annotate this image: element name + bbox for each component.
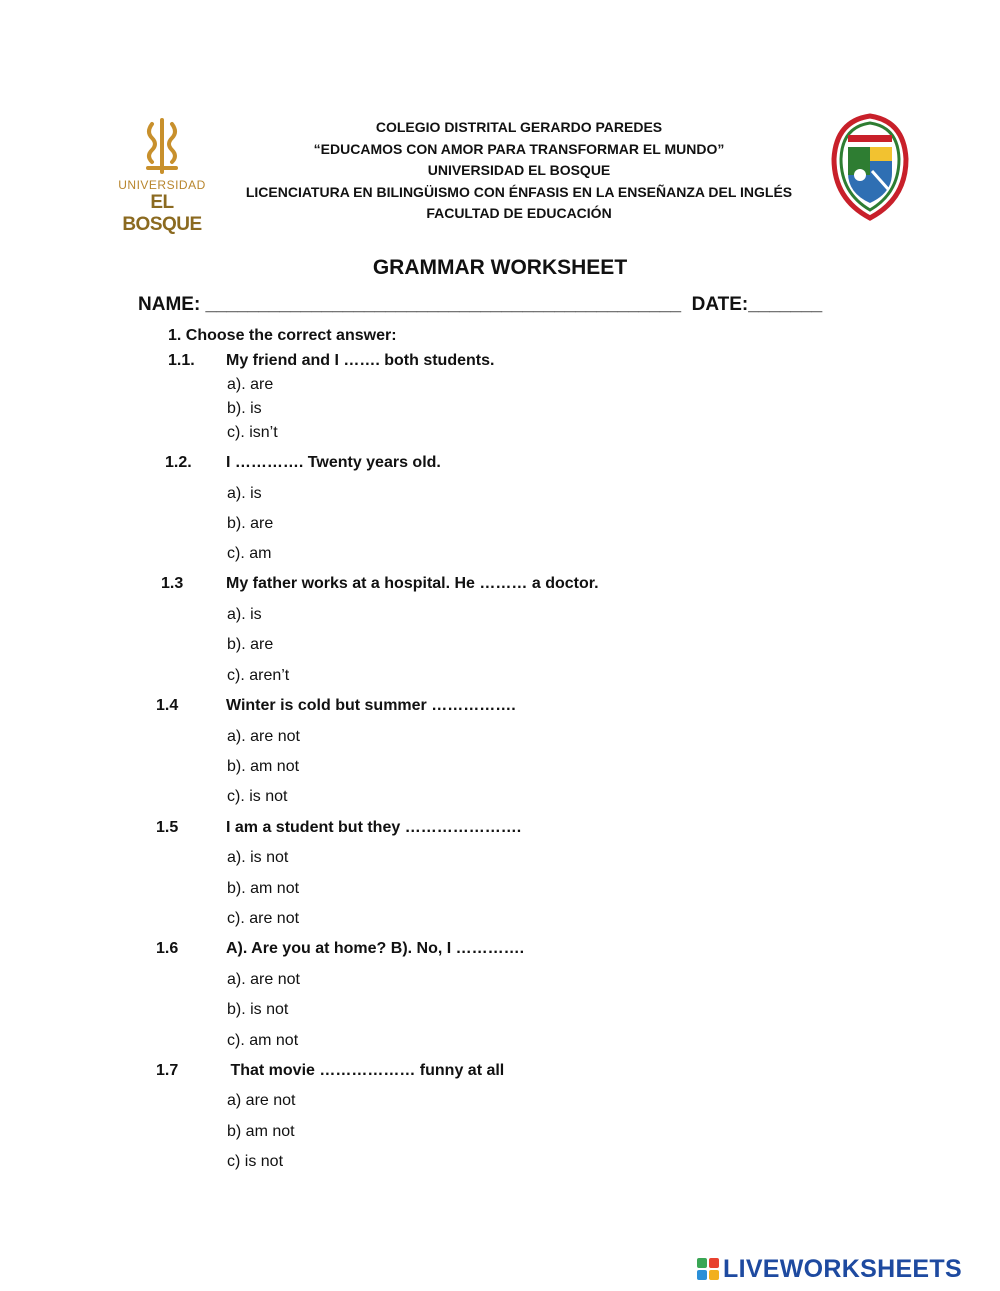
question-number: 1.6 xyxy=(156,940,179,957)
name-date-field[interactable]: NAME: _____________________________________________ DATE:_______ xyxy=(138,294,823,315)
answer-option[interactable]: c). are not xyxy=(227,910,300,927)
answer-option[interactable]: c). isn’t xyxy=(227,424,278,441)
answer-option[interactable]: a). is not xyxy=(227,849,289,866)
question-number: 1.7 xyxy=(156,1062,179,1079)
question-text: My friend and I ……. both students. xyxy=(226,352,495,369)
header-line-faculty: FACULTAD DE EDUCACIÓN xyxy=(426,205,612,221)
question-number: 1.2. xyxy=(165,454,192,471)
question-number: 1.4 xyxy=(156,697,179,714)
answer-option[interactable]: b). are xyxy=(227,515,274,532)
answer-option[interactable]: a). are not xyxy=(227,728,300,745)
header-line-university: UNIVERSIDAD EL BOSQUE xyxy=(427,162,611,178)
instruction-heading: 1. Choose the correct answer: xyxy=(168,327,397,344)
universidad-el-bosque-logo xyxy=(112,114,212,235)
header-line-program: LICENCIATURA EN BILINGÜISMO CON ÉNFASIS EN LA ENSEÑANZA DEL INGLÉS xyxy=(245,183,793,200)
answer-option[interactable]: b). is not xyxy=(227,1001,289,1018)
liveworksheets-wordmark: LIVEWORKSHEETS xyxy=(723,1254,962,1283)
answer-option[interactable]: a). is xyxy=(227,606,262,623)
school-header xyxy=(225,117,813,225)
liveworksheets-logo-icon xyxy=(697,1258,719,1280)
question-text: Winter is cold but summer ……………. xyxy=(226,697,516,714)
answer-option[interactable]: c). am not xyxy=(227,1032,299,1049)
answer-option[interactable]: a). are xyxy=(227,376,274,393)
question-text: I …………. Twenty years old. xyxy=(226,454,441,471)
answer-option[interactable]: b). is xyxy=(227,400,262,417)
header-line-school: COLEGIO DISTRITAL GERARDO PAREDES xyxy=(375,119,663,135)
answer-option[interactable]: c). am xyxy=(227,545,272,562)
liveworksheets-brand xyxy=(697,1254,962,1284)
answer-option[interactable]: a). is xyxy=(227,485,262,502)
header-line-motto: “EDUCAMOS CON AMOR PARA TRANSFORMAR EL MUNDO” xyxy=(313,140,725,157)
bosque-emblem-icon xyxy=(142,116,182,174)
question-number: 1.5 xyxy=(156,819,179,836)
answer-option[interactable]: a). are not xyxy=(227,971,300,988)
question-text: I am a student but they …………………. xyxy=(226,819,522,836)
question-text: My father works at a hospital. He ……… a doctor. xyxy=(226,575,599,592)
answer-option[interactable]: b) am not xyxy=(227,1123,295,1140)
answer-option[interactable]: b). am not xyxy=(227,880,300,897)
worksheet-title: GRAMMAR WORKSHEET xyxy=(372,256,628,279)
answer-option[interactable]: a) are not xyxy=(227,1092,296,1109)
logo-text-universidad: UNIVERSIDAD xyxy=(118,178,206,192)
question-text: A). Are you at home? B). No, I …………. xyxy=(226,940,525,957)
question-number: 1.1. xyxy=(168,352,195,369)
question-number: 1.3 xyxy=(161,575,184,592)
answer-option[interactable]: c). is not xyxy=(227,788,288,805)
question-text: That movie ……………… funny at all xyxy=(226,1062,505,1079)
answer-option[interactable]: b). am not xyxy=(227,758,300,775)
answer-option[interactable]: c) is not xyxy=(227,1153,284,1170)
answer-option[interactable]: b). are xyxy=(227,636,274,653)
answer-option[interactable]: c). aren’t xyxy=(227,667,290,684)
school-crest-icon xyxy=(830,113,910,221)
logo-text-el-bosque: EL BOSQUE xyxy=(122,192,202,235)
